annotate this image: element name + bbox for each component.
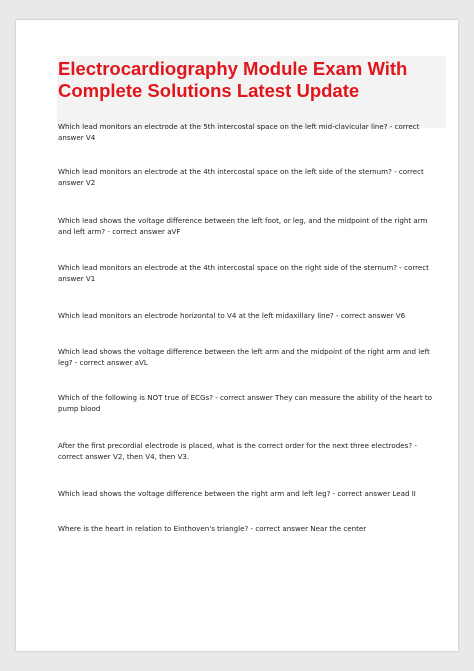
qa-item-9: Which lead shows the voltage difference between the right arm and left leg? - correct answer Lead II bbox=[58, 489, 416, 498]
qa-item-1: Which lead monitors an electrode at the 5th intercostal space on the left mid-clavicular line? - correct answer V4 bbox=[58, 122, 420, 142]
qa-item-5: Which lead monitors an electrode horizontal to V4 at the left midaxillary line? - correct answer V6 bbox=[58, 311, 406, 320]
qa-item-10: Where is the heart in relation to Einthoven's triangle? - correct answer Near the center bbox=[58, 524, 367, 533]
qa-item-3: Which lead shows the voltage difference between the left foot, or leg, and the midpoint of the right arm and left arm? - correct answer aVF bbox=[58, 216, 428, 236]
document-title: Electrocardiography Module Exam With Complete Solutions Latest Update bbox=[58, 58, 408, 101]
qa-item-4: Which lead monitors an electrode at the 4th intercostal space on the right side of the sternum? - correct answer V1 bbox=[58, 263, 429, 283]
qa-item-8: After the first precordial electrode is placed, what is the correct order for the next three electrodes? - correct answer V2, then V4, then V3. bbox=[58, 441, 417, 461]
document-page bbox=[16, 20, 458, 651]
qa-item-2: Which lead monitors an electrode at the 4th intercostal space on the left side of the sternum? - correct answer V2 bbox=[58, 167, 424, 187]
qa-item-7: Which of the following is NOT true of ECGs? - correct answer They can measure the ability of the heart to pump blood bbox=[58, 393, 433, 413]
qa-item-6: Which lead shows the voltage difference between the left arm and the midpoint of the right arm and left leg? - correct answer aVL bbox=[58, 347, 430, 367]
